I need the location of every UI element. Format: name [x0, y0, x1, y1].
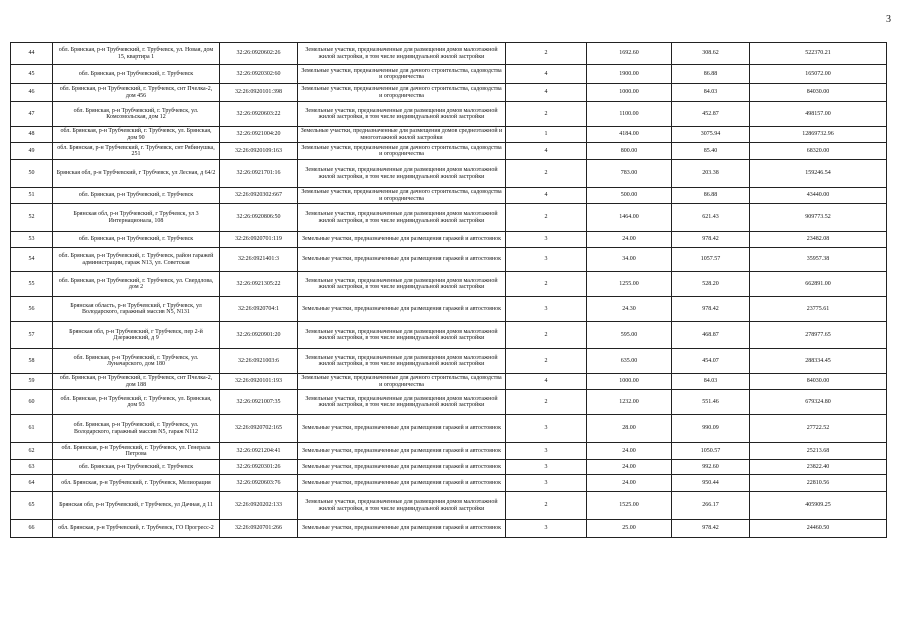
cadastral-value-cell: 43440.00 — [750, 188, 887, 204]
area-cell: 1232.00 — [587, 390, 672, 415]
address-cell: обл. Брянская, р-н Трубчевский, г. Трубчевск, ГО Прогресс-2 — [53, 520, 220, 538]
address-cell: обл. Брянская, р-н Трубчевский, г. Трубчевск, ул. Брянская, дом 90 — [53, 127, 220, 143]
area-cell: 1464.00 — [587, 204, 672, 232]
category-cell: 2 — [506, 349, 587, 374]
address-cell: обл. Брянская, р-н Трубчевский, г. Трубчевск, снт Пчелка-2, дом 456 — [53, 84, 220, 102]
address-cell: обл. Брянская, р-н Трубчевский, г. Трубчевск — [53, 65, 220, 84]
permitted-use-cell: Земельные участки, предназначенные для размещения домов малоэтажной жилой застройки, в том числе индивидуальной жилой застройки — [298, 43, 506, 65]
row-number-cell: 47 — [11, 102, 53, 127]
area-cell: 1000.00 — [587, 374, 672, 390]
cadastral-value-cell: 84030.00 — [750, 84, 887, 102]
permitted-use-cell: Земельные участки, предназначенные для размещения домов малоэтажной жилой застройки, в том числе индивидуальной жилой застройки — [298, 272, 506, 297]
area-cell: 24.00 — [587, 232, 672, 248]
specific-value-cell: 990.09 — [672, 415, 750, 443]
cadastral-value-cell: 405909.25 — [750, 492, 887, 520]
address-cell: обл. Брянская, р-н Трубчевский, г. Трубчевск, ул. Комсомольская, дом 12 — [53, 102, 220, 127]
cadastral-number-cell: 32:26:0921004:20 — [220, 127, 298, 143]
cadastral-number-cell: 32:26:0920704:1 — [220, 297, 298, 322]
row-number-cell: 63 — [11, 460, 53, 475]
row-number-cell: 46 — [11, 84, 53, 102]
cadastral-number-cell: 32:26:0921007:35 — [220, 390, 298, 415]
address-cell: обл. Брянская, р-н Трубчевский, г. Трубчевск, Мелиорация — [53, 475, 220, 492]
permitted-use-cell: Земельные участки, предназначенные для дачного строительства, садоводства и огородничества — [298, 188, 506, 204]
cadastral-number-cell: 32:26:0920603:22 — [220, 102, 298, 127]
cadastral-number-cell: 32:26:0920701:119 — [220, 232, 298, 248]
cadastral-value-cell: 68320.00 — [750, 143, 887, 160]
area-cell: 4184.00 — [587, 127, 672, 143]
specific-value-cell: 528.20 — [672, 272, 750, 297]
cadastral-number-cell: 32:26:0920101:193 — [220, 374, 298, 390]
address-cell: Брянская обл, р-н Трубчевский, г Трубчевск, ул 3 Интернационала, 108 — [53, 204, 220, 232]
permitted-use-cell: Земельные участки, предназначенные для размещения гаражей и автостоянок — [298, 460, 506, 475]
category-cell: 4 — [506, 188, 587, 204]
cadastral-number-cell: 32:26:0921401:3 — [220, 248, 298, 272]
specific-value-cell: 86.88 — [672, 188, 750, 204]
permitted-use-cell: Земельные участки, предназначенные для размещения домов малоэтажной жилой застройки, в том числе индивидуальной жилой застройки — [298, 349, 506, 374]
address-cell: обл. Брянская, р-н Трубчевский, г. Трубчевск — [53, 460, 220, 475]
row-number-cell: 53 — [11, 232, 53, 248]
cadastral-number-cell: 32:26:0920701:266 — [220, 520, 298, 538]
permitted-use-cell: Земельные участки, предназначенные для дачного строительства, садоводства и огородничества — [298, 374, 506, 390]
table-row — [11, 160, 887, 188]
specific-value-cell: 308.62 — [672, 43, 750, 65]
category-cell: 1 — [506, 127, 587, 143]
address-cell: обл. Брянская, р-н Трубчевский, г. Трубчевск, ул. Луначарского, дом 180 — [53, 349, 220, 374]
permitted-use-cell: Земельные участки, предназначенные для размещения гаражей и автостоянок — [298, 415, 506, 443]
permitted-use-cell: Земельные участки, предназначенные для размещения домов малоэтажной жилой застройки, в том числе индивидуальной жилой застройки — [298, 102, 506, 127]
table-row — [11, 65, 887, 84]
cadastral-number-cell: 32:26:0920602:26 — [220, 43, 298, 65]
cadastral-number-cell: 32:26:0920302:60 — [220, 65, 298, 84]
address-cell: Брянская обл, р-н Трубчевский, г Трубчевск, ул Дачная, д 11 — [53, 492, 220, 520]
category-cell: 2 — [506, 102, 587, 127]
table-row — [11, 204, 887, 232]
row-number-cell: 62 — [11, 443, 53, 460]
table-row — [11, 84, 887, 102]
permitted-use-cell: Земельные участки, предназначенные для дачного строительства, садоводства и огородничества — [298, 143, 506, 160]
area-cell: 1255.00 — [587, 272, 672, 297]
permitted-use-cell: Земельные участки, предназначенные для размещения домов малоэтажной жилой застройки, в том числе индивидуальной жилой застройки — [298, 204, 506, 232]
area-cell: 595.00 — [587, 322, 672, 349]
address-cell: обл. Брянская, р-н Трубчевский, г. Трубчевск — [53, 232, 220, 248]
cadastral-value-cell: 12869732.96 — [750, 127, 887, 143]
cadastral-number-cell: 32:26:0920101:398 — [220, 84, 298, 102]
cadastral-number-cell: 32:26:0921305:22 — [220, 272, 298, 297]
permitted-use-cell: Земельные участки, предназначенные для размещения гаражей и автостоянок — [298, 248, 506, 272]
address-cell: обл. Брянская, р-н Трубчевский, г. Трубчевск, снт Пчелка-2, дом 188 — [53, 374, 220, 390]
category-cell: 4 — [506, 374, 587, 390]
category-cell: 3 — [506, 475, 587, 492]
specific-value-cell: 468.87 — [672, 322, 750, 349]
address-cell: обл. Брянская, р-н Трубчевский, г. Трубчевск, ул. Володарского, гаражный массив N5, гараж N112 — [53, 415, 220, 443]
cadastral-value-cell: 35957.38 — [750, 248, 887, 272]
row-number-cell: 61 — [11, 415, 53, 443]
row-number-cell: 50 — [11, 160, 53, 188]
area-cell: 24.30 — [587, 297, 672, 322]
permitted-use-cell: Земельные участки, предназначенные для размещения домов среднеэтажной и многоэтажной жилой застройки — [298, 127, 506, 143]
cadastral-number-cell: 32:26:0920702:165 — [220, 415, 298, 443]
cadastral-number-cell: 32:26:0920806:50 — [220, 204, 298, 232]
row-number-cell: 54 — [11, 248, 53, 272]
specific-value-cell: 203.38 — [672, 160, 750, 188]
category-cell: 2 — [506, 160, 587, 188]
address-cell: обл. Брянская, р-н Трубчевский, г. Трубчевск — [53, 188, 220, 204]
cadastral-number-cell: 32:26:0920202:133 — [220, 492, 298, 520]
cadastral-value-cell: 278977.65 — [750, 322, 887, 349]
category-cell: 3 — [506, 460, 587, 475]
cadastral-number-cell: 32:26:0920302:667 — [220, 188, 298, 204]
specific-value-cell: 452.87 — [672, 102, 750, 127]
cadastral-value-cell: 679324.80 — [750, 390, 887, 415]
address-cell: обл. Брянская, р-н Трубчевский, г. Трубчевск, ул. Генерала Петрова — [53, 443, 220, 460]
row-number-cell: 48 — [11, 127, 53, 143]
permitted-use-cell: Земельные участки, предназначенные для размещения гаражей и автостоянок — [298, 232, 506, 248]
category-cell: 3 — [506, 520, 587, 538]
table-row — [11, 188, 887, 204]
area-cell: 500.00 — [587, 188, 672, 204]
address-cell: обл. Брянская, р-н Трубчевский, г. Трубчевск, ул. Брянская, дом 93 — [53, 390, 220, 415]
cadastral-value-cell: 288334.45 — [750, 349, 887, 374]
row-number-cell: 65 — [11, 492, 53, 520]
category-cell: 3 — [506, 297, 587, 322]
table-row — [11, 232, 887, 248]
table-row — [11, 390, 887, 415]
table-row — [11, 43, 887, 65]
table-row — [11, 520, 887, 538]
table-row — [11, 102, 887, 127]
cadastral-value-cell: 84030.00 — [750, 374, 887, 390]
row-number-cell: 49 — [11, 143, 53, 160]
area-cell: 34.00 — [587, 248, 672, 272]
area-cell: 635.00 — [587, 349, 672, 374]
area-cell: 1000.00 — [587, 84, 672, 102]
cadastral-value-cell: 165072.00 — [750, 65, 887, 84]
category-cell: 4 — [506, 84, 587, 102]
area-cell: 1692.60 — [587, 43, 672, 65]
cadastral-value-cell: 159246.54 — [750, 160, 887, 188]
area-cell: 1900.00 — [587, 65, 672, 84]
table-row — [11, 443, 887, 460]
address-cell: Брянская область, р-н Трубчевский, г Трубчевск, ул Володарского, гаражный массив N5, N131 — [53, 297, 220, 322]
table-row — [11, 143, 887, 160]
row-number-cell: 57 — [11, 322, 53, 349]
row-number-cell: 55 — [11, 272, 53, 297]
address-cell: Брянская обл, р-н Трубчевский, г Трубчевск, пер 2-й Дзержинский, д 9 — [53, 322, 220, 349]
cadastral-value-cell: 522370.21 — [750, 43, 887, 65]
cadastral-value-cell: 25213.68 — [750, 443, 887, 460]
cadastral-value-cell: 23482.08 — [750, 232, 887, 248]
category-cell: 2 — [506, 390, 587, 415]
row-number-cell: 45 — [11, 65, 53, 84]
cadastral-number-cell: 32:26:0920301:26 — [220, 460, 298, 475]
table-row — [11, 272, 887, 297]
category-cell: 2 — [506, 204, 587, 232]
category-cell: 2 — [506, 43, 587, 65]
permitted-use-cell: Земельные участки, предназначенные для размещения домов малоэтажной жилой застройки, в том числе индивидуальной жилой застройки — [298, 492, 506, 520]
row-number-cell: 64 — [11, 475, 53, 492]
cadastral-number-cell: 32:26:0921003:6 — [220, 349, 298, 374]
row-number-cell: 59 — [11, 374, 53, 390]
permitted-use-cell: Земельные участки, предназначенные для размещения гаражей и автостоянок — [298, 520, 506, 538]
area-cell: 25.00 — [587, 520, 672, 538]
table-row — [11, 349, 887, 374]
address-cell: обл. Брянская, р-н Трубчевский, г. Трубчевск, ул. Свердлова, дом 2 — [53, 272, 220, 297]
permitted-use-cell: Земельные участки, предназначенные для дачного строительства, садоводства и огородничества — [298, 65, 506, 84]
area-cell: 800.00 — [587, 143, 672, 160]
specific-value-cell: 86.88 — [672, 65, 750, 84]
cadastral-value-cell: 662891.00 — [750, 272, 887, 297]
address-cell: обл. Брянская, р-н Трубчевский, г. Трубчевск, снт Рябинушка, 251 — [53, 143, 220, 160]
category-cell: 3 — [506, 443, 587, 460]
permitted-use-cell: Земельные участки, предназначенные для дачного строительства, садоводства и огородничества — [298, 84, 506, 102]
table-row — [11, 127, 887, 143]
category-cell: 2 — [506, 322, 587, 349]
cadastral-number-cell: 32:26:0920603:76 — [220, 475, 298, 492]
cadastral-number-cell: 32:26:0921204:41 — [220, 443, 298, 460]
area-cell: 1100.00 — [587, 102, 672, 127]
table-row — [11, 415, 887, 443]
table-row — [11, 475, 887, 492]
permitted-use-cell: Земельные участки, предназначенные для размещения гаражей и автостоянок — [298, 297, 506, 322]
specific-value-cell: 978.42 — [672, 520, 750, 538]
permitted-use-cell: Земельные участки, предназначенные для размещения гаражей и автостоянок — [298, 443, 506, 460]
table-row — [11, 248, 887, 272]
row-number-cell: 56 — [11, 297, 53, 322]
cadastral-number-cell: 32:26:0920109:163 — [220, 143, 298, 160]
cadastral-value-cell: 23822.40 — [750, 460, 887, 475]
area-cell: 24.00 — [587, 475, 672, 492]
category-cell: 4 — [506, 143, 587, 160]
specific-value-cell: 950.44 — [672, 475, 750, 492]
specific-value-cell: 1057.57 — [672, 248, 750, 272]
cadastral-value-cell: 23775.61 — [750, 297, 887, 322]
cadastral-value-cell: 24460.50 — [750, 520, 887, 538]
category-cell: 2 — [506, 272, 587, 297]
category-cell: 4 — [506, 65, 587, 84]
specific-value-cell: 1050.57 — [672, 443, 750, 460]
cadastral-number-cell: 32:26:0921701:16 — [220, 160, 298, 188]
page-number: 3 — [886, 14, 891, 25]
row-number-cell: 51 — [11, 188, 53, 204]
cadastral-value-cell: 27722.52 — [750, 415, 887, 443]
area-cell: 783.00 — [587, 160, 672, 188]
row-number-cell: 60 — [11, 390, 53, 415]
cadastral-value-cell: 909773.52 — [750, 204, 887, 232]
specific-value-cell: 978.42 — [672, 232, 750, 248]
row-number-cell: 58 — [11, 349, 53, 374]
cadastral-value-cell: 498157.00 — [750, 102, 887, 127]
table-row — [11, 460, 887, 475]
address-cell: обл. Брянская, р-н Трубчевский, г. Трубчевск, район гаражей администрации, гараж N13, ул. Советская — [53, 248, 220, 272]
table-body — [11, 43, 887, 538]
specific-value-cell: 84.03 — [672, 84, 750, 102]
category-cell: 3 — [506, 232, 587, 248]
area-cell: 24.00 — [587, 460, 672, 475]
permitted-use-cell: Земельные участки, предназначенные для размещения домов малоэтажной жилой застройки, в том числе индивидуальной жилой застройки — [298, 390, 506, 415]
row-number-cell: 66 — [11, 520, 53, 538]
cadastral-number-cell: 32:26:0920901:20 — [220, 322, 298, 349]
specific-value-cell: 84.03 — [672, 374, 750, 390]
specific-value-cell: 551.46 — [672, 390, 750, 415]
specific-value-cell: 266.17 — [672, 492, 750, 520]
cadastral-value-cell: 22810.56 — [750, 475, 887, 492]
specific-value-cell: 621.43 — [672, 204, 750, 232]
permitted-use-cell: Земельные участки, предназначенные для размещения гаражей и автостоянок — [298, 475, 506, 492]
permitted-use-cell: Земельные участки, предназначенные для размещения домов малоэтажной жилой застройки, в том числе индивидуальной жилой застройки — [298, 160, 506, 188]
land-registry-table — [10, 42, 887, 538]
table-row — [11, 492, 887, 520]
specific-value-cell: 454.07 — [672, 349, 750, 374]
table-row — [11, 322, 887, 349]
row-number-cell: 44 — [11, 43, 53, 65]
area-cell: 24.00 — [587, 443, 672, 460]
area-cell: 28.00 — [587, 415, 672, 443]
area-cell: 1525.00 — [587, 492, 672, 520]
specific-value-cell: 85.40 — [672, 143, 750, 160]
row-number-cell: 52 — [11, 204, 53, 232]
address-cell: обл. Брянская, р-н Трубчевский, г. Трубчевск, ул. Новая, дом 15, квартира 1 — [53, 43, 220, 65]
specific-value-cell: 978.42 — [672, 297, 750, 322]
specific-value-cell: 992.60 — [672, 460, 750, 475]
category-cell: 3 — [506, 248, 587, 272]
address-cell: Брянская обл, р-н Трубчевский, г Трубчевск, ул Лесная, д 64/2 — [53, 160, 220, 188]
specific-value-cell: 3075.94 — [672, 127, 750, 143]
table-row — [11, 374, 887, 390]
table-row — [11, 297, 887, 322]
category-cell: 3 — [506, 415, 587, 443]
category-cell: 2 — [506, 492, 587, 520]
permitted-use-cell: Земельные участки, предназначенные для размещения домов малоэтажной жилой застройки, в том числе индивидуальной жилой застройки — [298, 322, 506, 349]
